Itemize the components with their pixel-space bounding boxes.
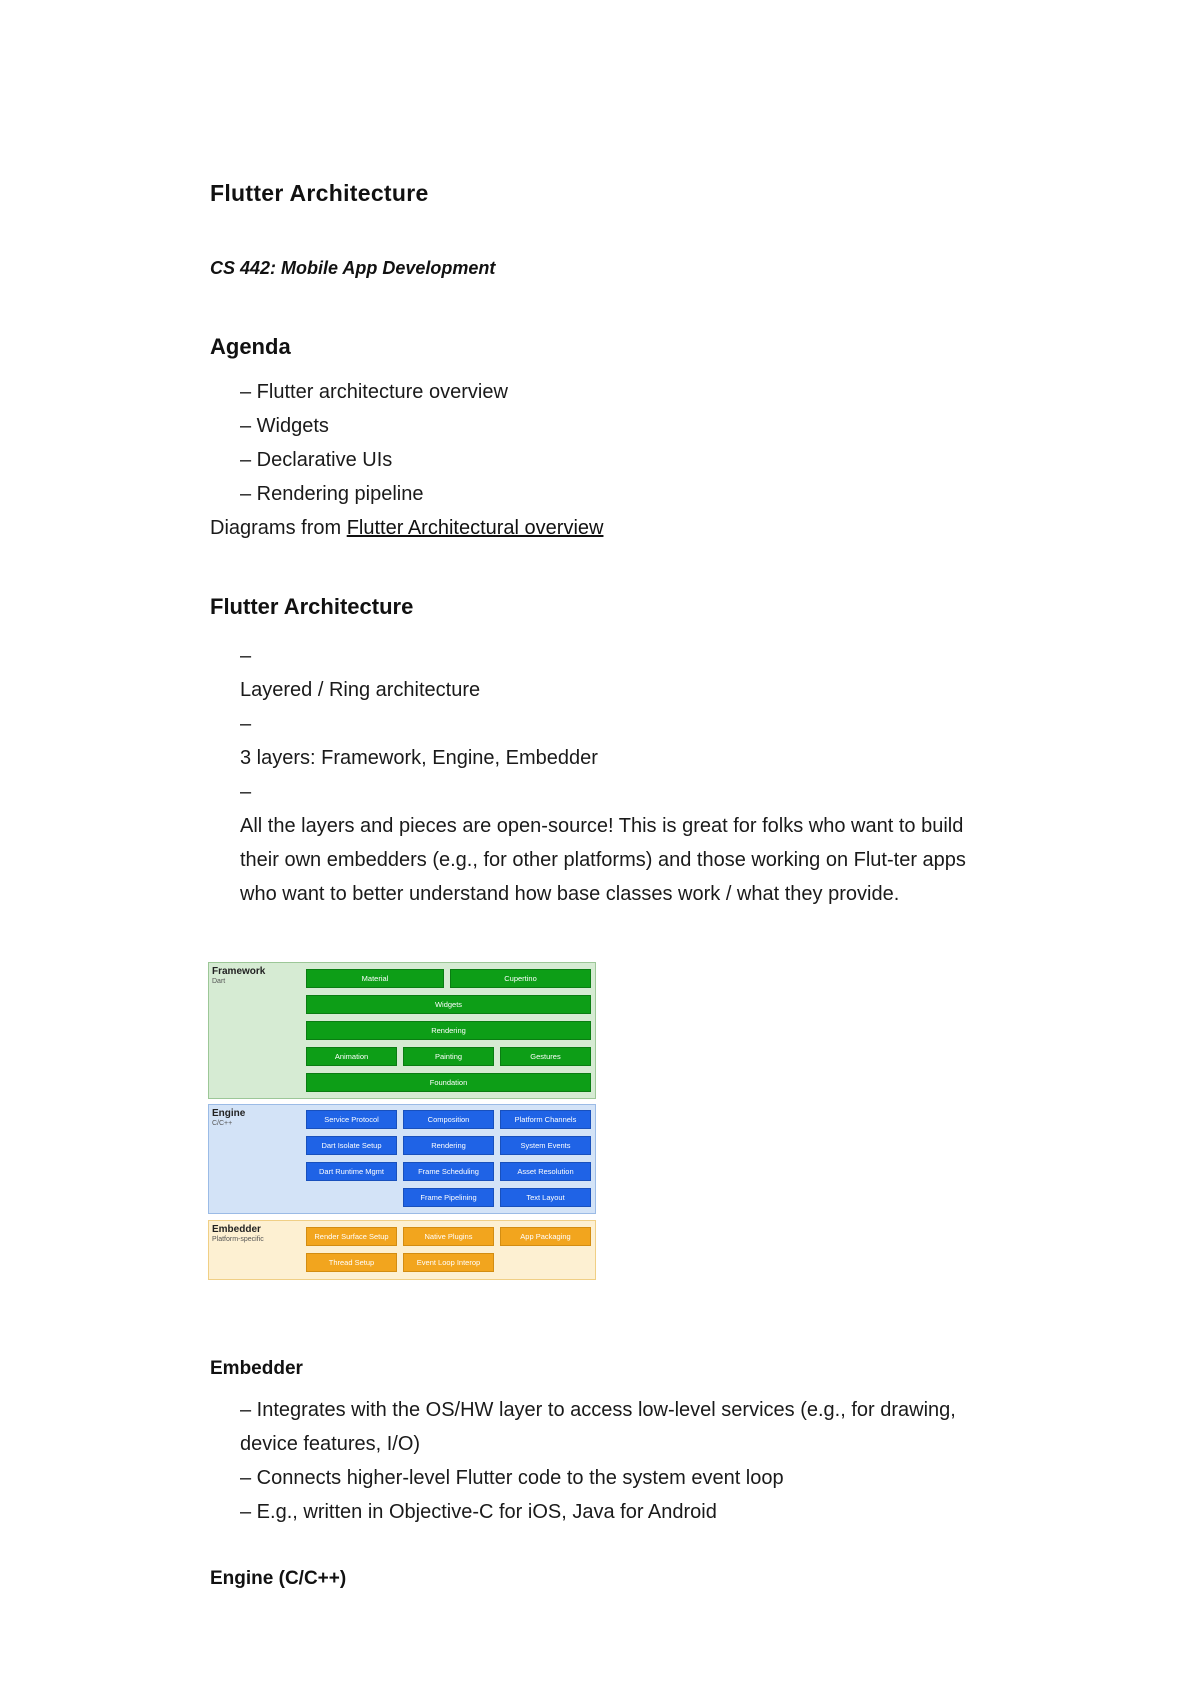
engine-block: Platform Channels: [500, 1110, 591, 1129]
embedder-block: App Packaging: [500, 1227, 591, 1246]
architecture-diagram: [208, 962, 598, 1280]
architecture-point: Layered / Ring architecture: [240, 679, 481, 701]
engine-block: Composition: [403, 1110, 494, 1129]
embedder-layer: [208, 1220, 596, 1280]
architecture-point: All the layers and pieces are open-source! This is great for folks who want to build their own embedders (e.g., for other platforms) and those working on Flut-ter apps who want to better understand how base classes work / what they provide.: [240, 815, 966, 905]
diagrams-prefix: Diagrams from: [210, 517, 347, 539]
framework-layer-language: Dart: [212, 978, 226, 985]
bullet-dash: –: [240, 713, 252, 735]
embedder-block: Render Surface Setup: [306, 1227, 397, 1246]
engine-layer-language: C/C++: [212, 1120, 233, 1127]
bullet-dash: –: [240, 645, 252, 667]
agenda-heading: Agenda: [210, 334, 291, 359]
framework-layer-name: Framework: [212, 966, 266, 977]
engine-block: Asset Resolution: [500, 1162, 591, 1181]
agenda-item: – Declarative UIs: [240, 449, 393, 471]
framework-block: Gestures: [500, 1047, 591, 1066]
embedder-layer-language: Platform-specific: [212, 1236, 264, 1243]
architectural-overview-link[interactable]: Flutter Architectural overview: [346, 517, 604, 539]
embedder-block: Thread Setup: [306, 1253, 397, 1272]
embedder-block: Native Plugins: [403, 1227, 494, 1246]
framework-block: Painting: [403, 1047, 494, 1066]
engine-block: Service Protocol: [306, 1110, 397, 1129]
embedder-line: device features, I/O): [240, 1433, 421, 1455]
document-title: Flutter Architecture: [210, 180, 429, 206]
course-subtitle: CS 442: Mobile App Development: [210, 258, 496, 278]
embedder-heading: Embedder: [210, 1358, 303, 1379]
embedder-block: Event Loop Interop: [403, 1253, 494, 1272]
framework-layer: [208, 962, 596, 1099]
engine-heading: Engine (C/C++): [210, 1568, 347, 1589]
embedder-line: – Integrates with the OS/HW layer to access low-level services (e.g., for drawing,: [240, 1399, 956, 1421]
framework-block: Widgets: [306, 995, 591, 1014]
agenda-item: – Flutter architecture overview: [240, 381, 508, 403]
framework-block: Foundation: [306, 1073, 591, 1092]
diagrams-source: [210, 511, 603, 545]
engine-layer: [208, 1104, 596, 1214]
engine-block: Rendering: [403, 1136, 494, 1155]
engine-block: Text Layout: [500, 1188, 591, 1207]
framework-block: Material: [306, 969, 444, 988]
architecture-point: 3 layers: Framework, Engine, Embedder: [240, 747, 598, 769]
engine-block: Frame Scheduling: [403, 1162, 494, 1181]
architecture-heading: Flutter Architecture: [210, 594, 414, 619]
engine-block: System Events: [500, 1136, 591, 1155]
engine-block: Frame Pipelining: [403, 1188, 494, 1207]
framework-block: Rendering: [306, 1021, 591, 1040]
engine-block: Dart Isolate Setup: [306, 1136, 397, 1155]
agenda-item: – Rendering pipeline: [240, 483, 424, 505]
embedder-line: – Connects higher-level Flutter code to the system event loop: [240, 1467, 784, 1489]
engine-block: Dart Runtime Mgmt: [306, 1162, 397, 1181]
framework-block: Animation: [306, 1047, 397, 1066]
embedder-layer-name: Embedder: [212, 1224, 261, 1235]
engine-layer-name: Engine: [212, 1108, 246, 1119]
framework-block: Cupertino: [450, 969, 591, 988]
agenda-item: – Widgets: [240, 415, 329, 437]
embedder-line: – E.g., written in Objective-C for iOS, Java for Android: [240, 1501, 717, 1523]
bullet-dash: –: [240, 781, 252, 803]
